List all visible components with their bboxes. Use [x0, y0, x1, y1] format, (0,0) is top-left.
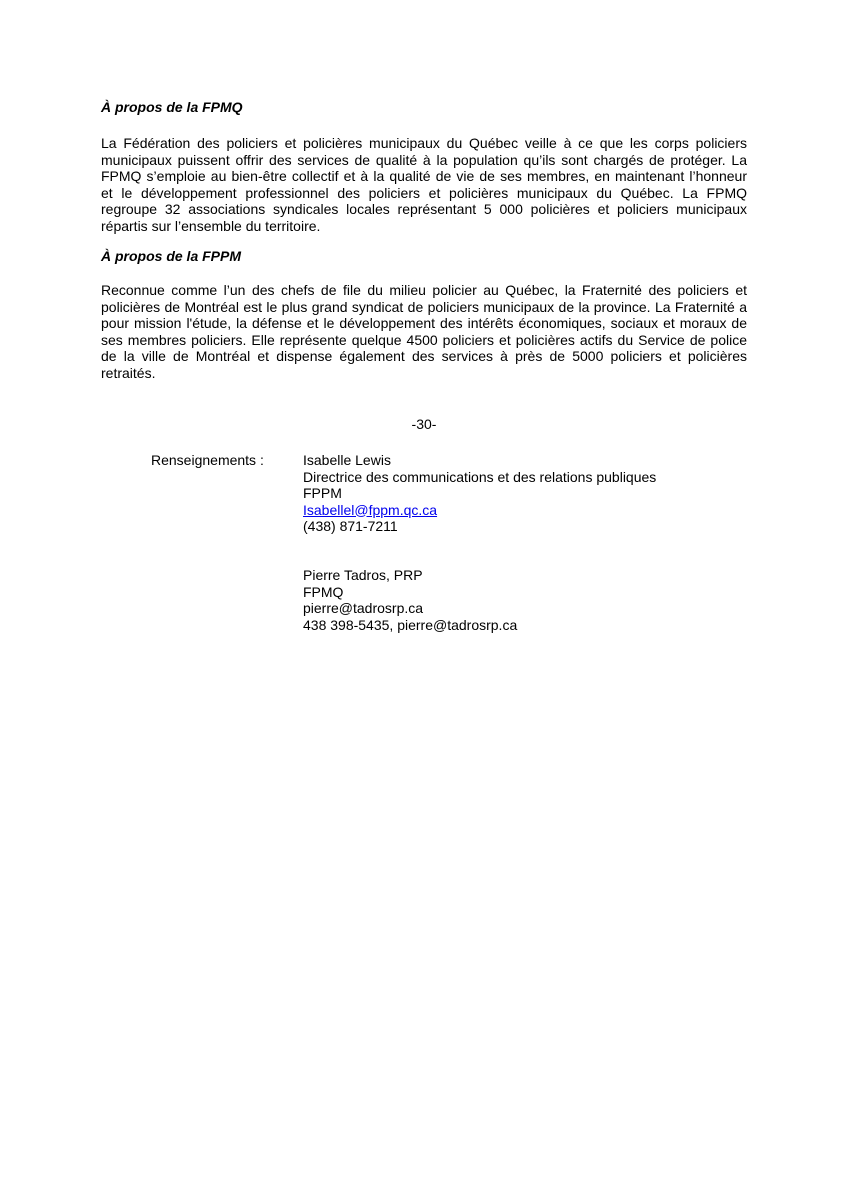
fpmq-line-4: et le développement professionnel des policiers et policières municipaux du Québec. La FPMQ	[101, 184, 747, 201]
fpmq-heading: À propos de la FPMQ	[101, 99, 243, 115]
fppm-line-5: de la ville de Montréal et dispense également des services à près de 5000 policiers et policières	[101, 348, 747, 364]
fpmq-line-3: FPMQ s’emploie au bien-être collectif et à la qualité de vie de ses membres, en maintenant l’honneur	[101, 168, 747, 184]
contact-pierre-tadros	[303, 567, 517, 633]
contact-organization: FPMQ	[303, 583, 344, 600]
fppm-line-1: Reconnue comme l’un des chefs de file du milieu policier au Québec, la Fraternité des policiers et	[101, 282, 747, 298]
contact-phone-email: 438 398-5435, pierre@tadrosrp.ca	[303, 616, 518, 633]
contact-name: Pierre Tadros, PRP	[303, 567, 423, 583]
fppm-paragraph	[101, 282, 747, 381]
contact-email-link[interactable]: Isabellel@fppm.qc.ca	[303, 501, 438, 518]
fppm-line-3: pour mission l'étude, la défense et le développement des intérêts économiques, sociaux et moraux de	[101, 315, 747, 331]
fpmq-line-1: La Fédération des policiers et policières municipaux du Québec veille à ce que les corps policiers	[101, 135, 747, 151]
contact-title: Directrice des communications et des relations publiques	[303, 468, 657, 485]
contact-organization: FPPM	[303, 485, 342, 501]
fppm-line-2: policières de Montréal est le plus grand syndicat de policiers municipaux de la province. La Fraternité a	[101, 298, 747, 315]
fpmq-paragraph	[101, 135, 747, 234]
fpmq-line-5: regroupe 32 associations syndicales locales représentant 5 000 policières et policiers municipaux	[101, 201, 747, 217]
fppm-line-6: retraités.	[101, 364, 156, 381]
end-mark: -30-	[411, 416, 437, 432]
contact-email: pierre@tadrosrp.ca	[303, 600, 424, 616]
contact-phone: (438) 871-7211	[303, 518, 398, 534]
fpmq-line-2: municipaux puissent offrir des services de qualité à la population qu’ils sont chargés de protéger. La	[101, 151, 747, 168]
contact-name: Isabelle Lewis	[303, 452, 391, 468]
contacts-label: Renseignements :	[151, 452, 264, 468]
fppm-heading: À propos de la FPPM	[101, 248, 242, 264]
contact-isabelle-lewis	[303, 452, 656, 535]
fppm-line-4: ses membres policiers. Elle représente quelque 4500 policiers et policières actifs du Service de police	[101, 331, 747, 348]
fpmq-line-6: répartis sur l’ensemble du territoire.	[101, 217, 321, 234]
